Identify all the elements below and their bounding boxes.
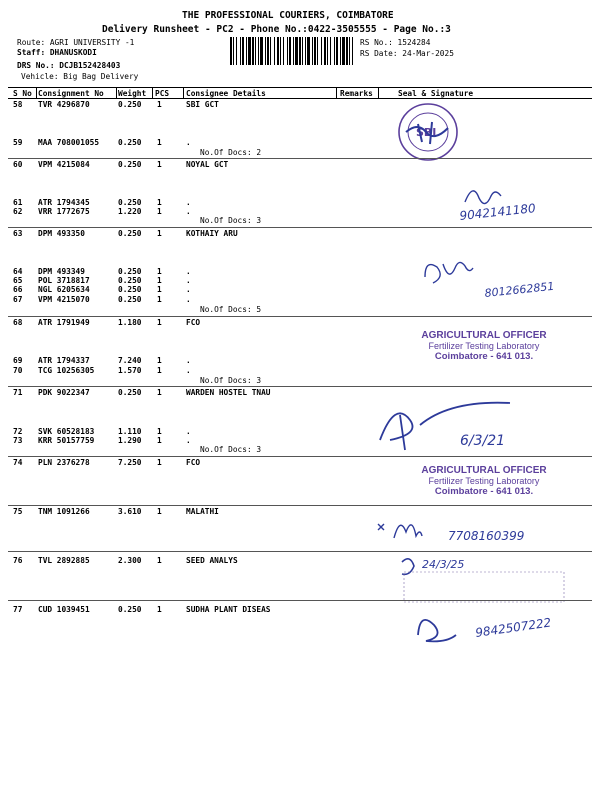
- signature-63: [415, 252, 575, 312]
- group-divider: [8, 227, 592, 228]
- row-weight: 0.250: [118, 100, 142, 109]
- docs-count: No.Of Docs: 2: [200, 148, 262, 157]
- row-pcs: 1: [157, 138, 162, 147]
- row-sno: 61: [13, 198, 23, 207]
- row-consignee: .: [186, 138, 191, 147]
- route-label: Route: AGRI UNIVERSITY -1: [17, 38, 135, 47]
- row-sno: 69: [13, 356, 23, 365]
- group-divider: [8, 386, 592, 387]
- row-consignee: .: [186, 267, 191, 276]
- rs-date: RS Date: 24-Mar-2025: [360, 49, 454, 58]
- seal-76: [398, 552, 578, 607]
- row-consignment-no: DPM 493349: [38, 267, 85, 276]
- row-weight: 0.250: [118, 285, 142, 294]
- row-sno: 73: [13, 436, 23, 445]
- rs-number: RS No.: 1524284: [360, 38, 431, 47]
- barcode-bar: [330, 37, 331, 65]
- row-consignee: SBI GCT: [186, 100, 219, 109]
- signature-75: [372, 512, 572, 552]
- column-separator: [336, 87, 337, 98]
- row-sno: 70: [13, 366, 23, 375]
- barcode-bar: [287, 37, 288, 65]
- row-pcs: 1: [157, 458, 162, 467]
- group-divider: [8, 316, 592, 317]
- drs-label: DRS No.: DCJB152428403: [17, 61, 121, 70]
- row-consignment-no: TVL 2892885: [38, 556, 90, 565]
- row-consignee: .: [186, 427, 191, 436]
- barcode-bar: [248, 37, 251, 65]
- barcode-bar: [324, 37, 326, 65]
- header-consignee-details: Consignee Details: [186, 89, 266, 98]
- row-weight: 0.250: [118, 198, 142, 207]
- row-sno: 67: [13, 295, 23, 304]
- svg-text:6/3/21: 6/3/21: [460, 433, 506, 449]
- row-consignment-no: TVR 4296870: [38, 100, 90, 109]
- row-pcs: 1: [157, 207, 162, 216]
- row-consignment-no: NGL 6205634: [38, 285, 90, 294]
- header-sno: S No: [13, 89, 32, 98]
- barcode-bar: [295, 37, 298, 65]
- row-consignee: FCO: [186, 318, 201, 327]
- barcode-bar: [240, 37, 241, 65]
- row-weight: 1.220: [118, 207, 142, 216]
- row-weight: 1.290: [118, 436, 142, 445]
- row-pcs: 1: [157, 605, 162, 614]
- row-consignee: .: [186, 198, 191, 207]
- row-pcs: 1: [157, 229, 162, 238]
- row-consignment-no: VPM 4215070: [38, 295, 90, 304]
- svg-text:7708160399: 7708160399: [448, 529, 525, 543]
- header-consignment-no: Consignment No: [38, 89, 104, 98]
- row-pcs: 1: [157, 436, 162, 445]
- barcode-bar: [242, 37, 244, 65]
- barcode-bar: [342, 37, 345, 65]
- row-pcs: 1: [157, 160, 162, 169]
- row-weight: 0.250: [118, 295, 142, 304]
- header-pcs: PCS: [155, 89, 170, 98]
- row-pcs: 1: [157, 366, 162, 375]
- row-consignment-no: ATR 1791949: [38, 318, 90, 327]
- row-sno: 65: [13, 276, 23, 285]
- group-divider: [8, 600, 592, 601]
- row-consignee: .: [186, 295, 191, 304]
- row-weight: 3.610: [118, 507, 142, 516]
- header-seal-signature: Seal & Signature: [398, 89, 474, 98]
- row-weight: 0.250: [118, 276, 142, 285]
- row-sno: 74: [13, 458, 23, 467]
- signature-71: [370, 395, 540, 460]
- column-separator: [152, 87, 153, 98]
- row-sno: 77: [13, 605, 23, 614]
- row-pcs: 1: [157, 556, 162, 565]
- barcode-bar: [305, 37, 306, 65]
- barcode-bar: [317, 37, 318, 65]
- barcode-bar: [280, 37, 281, 65]
- staff-label: Staff: DHANUSKODI: [17, 48, 97, 57]
- group-divider: [8, 456, 592, 457]
- row-pcs: 1: [157, 267, 162, 276]
- barcode-bar: [270, 37, 271, 65]
- row-sno: 63: [13, 229, 23, 238]
- row-sno: 59: [13, 138, 23, 147]
- column-separator: [183, 87, 184, 98]
- header-weight: Weight: [118, 89, 147, 98]
- row-pcs: 1: [157, 388, 162, 397]
- row-pcs: 1: [157, 295, 162, 304]
- row-consignment-no: ATR 1794345: [38, 198, 90, 207]
- row-consignment-no: CUD 1039451: [38, 605, 90, 614]
- row-weight: 0.250: [118, 267, 142, 276]
- row-pcs: 1: [157, 318, 162, 327]
- barcode-bar: [260, 37, 263, 65]
- barcode-image: [230, 37, 354, 65]
- row-weight: 0.250: [118, 160, 142, 169]
- row-pcs: 1: [157, 198, 162, 207]
- officer-stamp-68: AGRICULTURAL OFFICER Fertilizer Testing Laboratory Coimbatore - 641 013.: [421, 330, 547, 362]
- svg-text:SBI: SBI: [416, 126, 437, 139]
- svg-text:8012662851: 8012662851: [483, 279, 555, 300]
- row-sno: 58: [13, 100, 23, 109]
- row-pcs: 1: [157, 285, 162, 294]
- row-consignee: .: [186, 366, 191, 375]
- row-consignment-no: SVK 60528183: [38, 427, 95, 436]
- row-pcs: 1: [157, 356, 162, 365]
- row-consignment-no: PDK 9022347: [38, 388, 90, 397]
- row-consignee: KOTHAIY ARU: [186, 229, 238, 238]
- barcode-bar: [283, 37, 284, 65]
- row-weight: 0.250: [118, 388, 142, 397]
- docs-count: No.Of Docs: 3: [200, 445, 262, 454]
- group-divider: [8, 505, 592, 506]
- column-separator: [378, 87, 379, 98]
- row-sno: 64: [13, 267, 23, 276]
- row-consignment-no: MAA 708001055: [38, 138, 100, 147]
- barcode-bar: [302, 37, 303, 65]
- company-title: THE PROFESSIONAL COURIERS, COIMBATORE: [182, 10, 394, 21]
- table-rule: [8, 87, 592, 88]
- row-weight: 1.180: [118, 318, 142, 327]
- signature-60: [455, 180, 565, 230]
- row-weight: 2.300: [118, 556, 142, 565]
- row-weight: 1.110: [118, 427, 142, 436]
- row-consignment-no: KRR 50157759: [38, 436, 95, 445]
- row-consignee: FCO: [186, 458, 201, 467]
- barcode-bar: [252, 37, 254, 65]
- row-consignee: .: [186, 285, 191, 294]
- officer-stamp-74: AGRICULTURAL OFFICER Fertilizer Testing Laboratory Coimbatore - 641 013.: [421, 465, 547, 497]
- row-sno: 62: [13, 207, 23, 216]
- barcode-bar: [340, 37, 341, 65]
- row-pcs: 1: [157, 427, 162, 436]
- row-pcs: 1: [157, 507, 162, 516]
- row-weight: 0.250: [118, 138, 142, 147]
- barcode-bar: [346, 37, 348, 65]
- barcode-bar: [321, 37, 322, 65]
- barcode-bar: [233, 37, 234, 65]
- row-consignee: .: [186, 207, 191, 216]
- docs-count: No.Of Docs: 5: [200, 305, 262, 314]
- column-separator: [116, 87, 117, 98]
- row-weight: 0.250: [118, 229, 142, 238]
- row-sno: 75: [13, 507, 23, 516]
- row-consignee: .: [186, 276, 191, 285]
- barcode-bar: [334, 37, 335, 65]
- row-consignment-no: VRR 1772675: [38, 207, 90, 216]
- barcode-bar: [265, 37, 266, 65]
- group-divider: [8, 551, 592, 552]
- row-sno: 71: [13, 388, 23, 397]
- barcode-bar: [236, 37, 237, 65]
- barcode-bar: [289, 37, 291, 65]
- svg-text:24/3/25: 24/3/25: [422, 558, 465, 571]
- barcode-bar: [349, 37, 350, 65]
- barcode-bar: [312, 37, 313, 65]
- barcode-bar: [258, 37, 259, 65]
- row-pcs: 1: [157, 276, 162, 285]
- barcode-bar: [230, 37, 232, 65]
- row-consignee: NOYAL GCT: [186, 160, 229, 169]
- barcode-bar: [267, 37, 269, 65]
- svg-text:9842507222: 9842507222: [474, 615, 553, 640]
- barcode-bar: [299, 37, 301, 65]
- docs-count: No.Of Docs: 3: [200, 216, 262, 225]
- row-consignee: SEED ANALYS: [186, 556, 238, 565]
- header-remarks: Remarks: [340, 89, 373, 98]
- runsheet-subtitle: Delivery Runsheet - PC2 - Phone No.:0422-3505555 - Page No.:3: [102, 24, 451, 35]
- row-sno: 72: [13, 427, 23, 436]
- barcode-bar: [336, 37, 338, 65]
- row-consignment-no: TCG 10256305: [38, 366, 95, 375]
- row-consignment-no: DPM 493350: [38, 229, 85, 238]
- row-sno: 76: [13, 556, 23, 565]
- barcode-bar: [352, 37, 353, 65]
- barcode-bar: [314, 37, 316, 65]
- barcode-bar: [277, 37, 279, 65]
- row-sno: 60: [13, 160, 23, 169]
- group-divider: [8, 158, 592, 159]
- row-consignee: .: [186, 436, 191, 445]
- row-weight: 1.570: [118, 366, 142, 375]
- row-consignment-no: ATR 1794337: [38, 356, 90, 365]
- barcode-bar: [307, 37, 310, 65]
- row-sno: 68: [13, 318, 23, 327]
- barcode-bar: [246, 37, 247, 65]
- row-consignee: SUDHA PLANT DISEAS: [186, 605, 271, 614]
- row-consignee: WARDEN HOSTEL TNAU: [186, 388, 271, 397]
- row-consignee: .: [186, 356, 191, 365]
- barcode-bar: [327, 37, 328, 65]
- row-consignment-no: PLN 2376278: [38, 458, 90, 467]
- barcode-bar: [274, 37, 275, 65]
- docs-count: No.Of Docs: 3: [200, 376, 262, 385]
- barcode-bar: [255, 37, 256, 65]
- row-sno: 66: [13, 285, 23, 294]
- row-consignment-no: TNM 1091266: [38, 507, 90, 516]
- row-weight: 7.250: [118, 458, 142, 467]
- vehicle-label: Vehicle: Big Bag Delivery: [21, 72, 139, 81]
- signature-77: [410, 605, 580, 670]
- column-separator: [36, 87, 37, 98]
- svg-text:9042141180: 9042141180: [458, 201, 537, 223]
- row-consignee: MALATHI: [186, 507, 219, 516]
- row-weight: 0.250: [118, 605, 142, 614]
- row-consignment-no: VPM 4215084: [38, 160, 90, 169]
- row-consignment-no: POL 3718817: [38, 276, 90, 285]
- barcode-bar: [293, 37, 294, 65]
- table-rule: [8, 98, 592, 99]
- row-pcs: 1: [157, 100, 162, 109]
- row-weight: 7.240: [118, 356, 142, 365]
